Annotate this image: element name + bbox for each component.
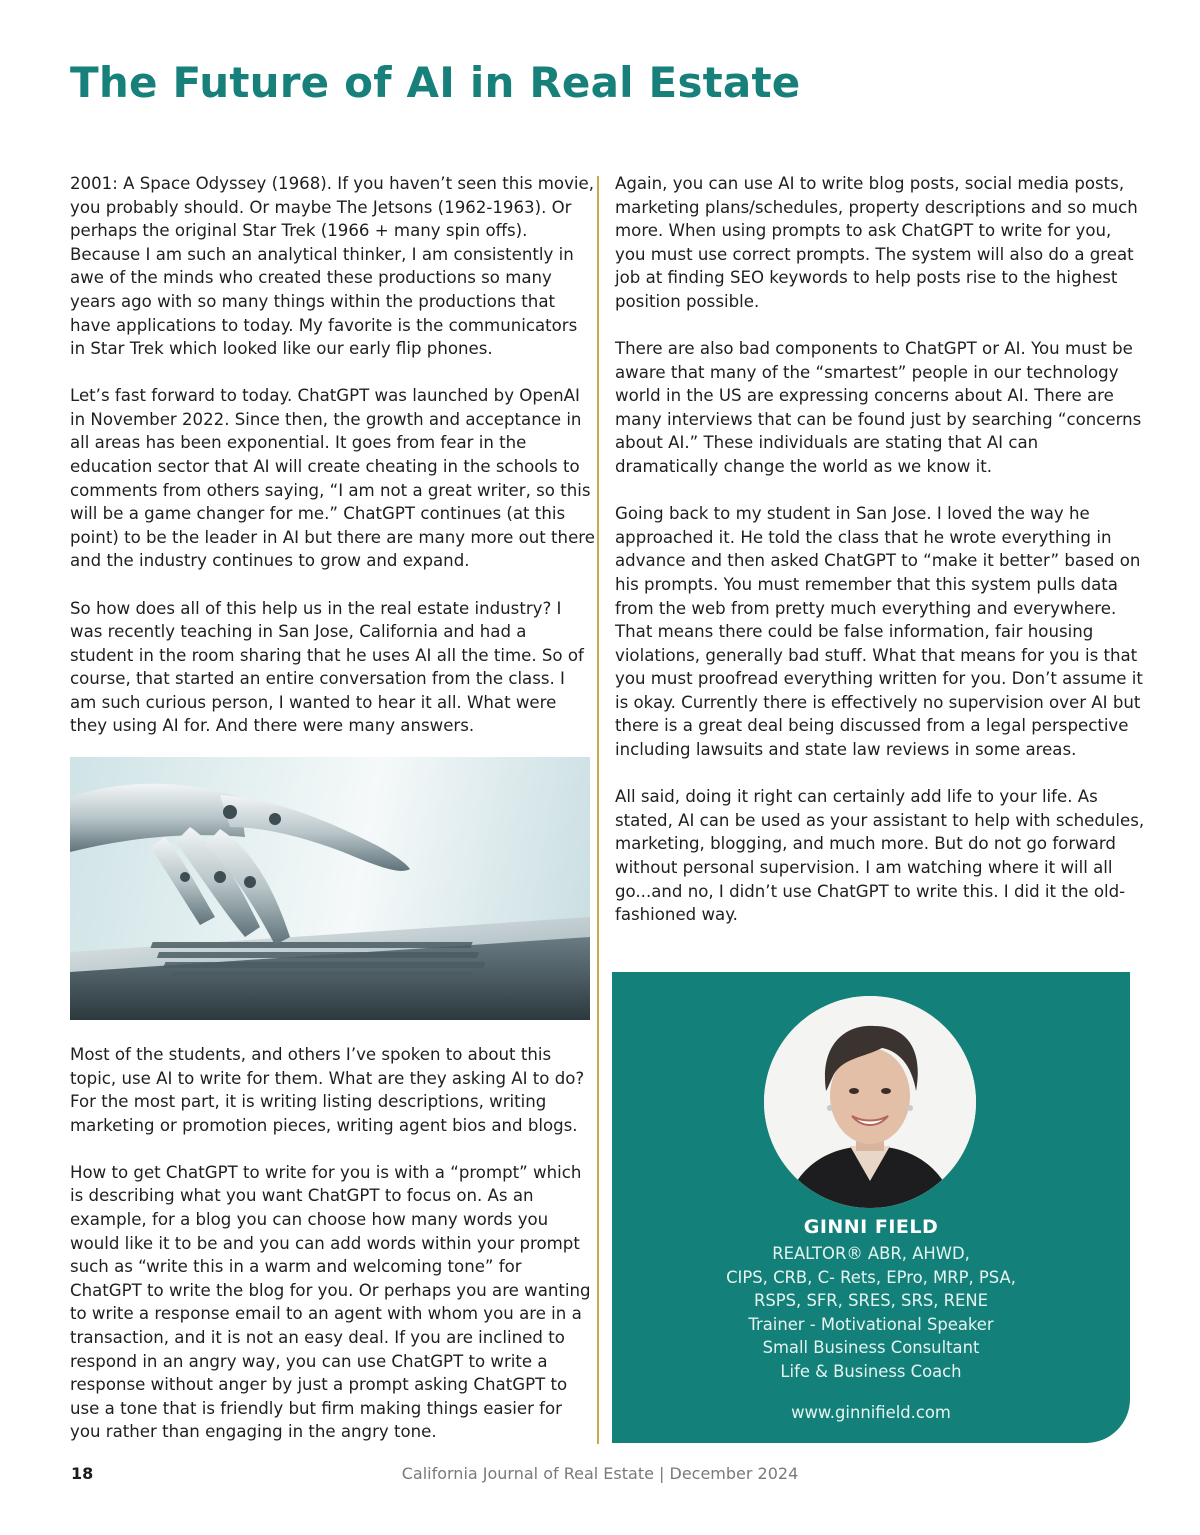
publication-footer: California Journal of Real Estate | December 2024 xyxy=(401,1464,799,1483)
right-column xyxy=(615,172,1145,950)
paragraph: All said, doing it right can certainly add life to your life. As stated, AI can be used as your assistant to help with schedules, marketing, blogging, and much more. But do not go forward without personal supervision. I am watching where it will all go...and no, I didn’t use ChatGPT to write this. I did it the old-fashioned way. xyxy=(615,787,1145,925)
author-website[interactable]: www.ginnifield.com xyxy=(791,1403,951,1422)
left-column-bottom xyxy=(70,1043,595,1468)
credential-line: Trainer - Motivational Speaker xyxy=(748,1314,994,1334)
credential-line: RSPS, SFR, SRES, SRS, RENE xyxy=(753,1291,989,1310)
paragraph: 2001: A Space Odyssey (1968). If you haven’t seen this movie, you probably should. Or maybe The Jetsons (1962-1963). Or perhaps the original Star Trek (1966 + many spin offs). Because I am such an analytical thinker, I am consistently in awe of the minds who created these productions so many years ago with so many things within the productions that have applications to today. My favorite is the communicators in Star Trek which looked like our early flip phones. xyxy=(70,174,594,359)
author-bio-box xyxy=(612,972,1130,1443)
paragraph: Most of the students, and others I’ve spoken to about this topic, use AI to write for them. What are they asking AI to do? For the most part, it is writing listing descriptions, writing marketing or promotion pieces, writing agent bios and blogs. xyxy=(70,1045,585,1135)
page-number: 18 xyxy=(71,1464,94,1483)
paragraph: Going back to my student in San Jose. I loved the way he approached it. He told the class that he wrote everything in advance and then asked ChatGPT to “make it better” based on his prompts. You must remember that this system pulls data from the web from pretty much everything and everywhere. That means there could be false information, fair housing violations, generally bad stuff. What that means for you is that you must proofread everything written for you. Don’t assume it is okay. Currently there is effectively no supervision over AI but there is a great deal being discussed from a legal perspective including lawsuits and state law reviews in some areas. xyxy=(615,504,1143,760)
paragraph: So how does all of this help us in the real estate industry? I was recently teaching in San Jose, California and had a student in the room sharing that he uses AI all the time. So of course, that started an entire conversation from the class. I am such curious person, I wanted to hear it all. What were they using AI for. And there were many answers. xyxy=(70,598,584,736)
paragraph: How to get ChatGPT to write for you is with a “prompt” which is describing what you want ChatGPT to focus on. As an example, for a blog you can choose how many words you would like it to be and you can add words within your prompt such as “write this in a warm and welcoming tone” for ChatGPT to write the blog for you. Or perhaps you are wanting to write a response email to an agent with whom you are in a transaction, and it is not an easy deal. If you are inclined to respond in an angry way, you can use ChatGPT to write a response without anger by just a prompt asking ChatGPT to use a tone that is friendly but firm making things easier for you rather than engaging in the angry tone. xyxy=(70,1162,591,1442)
author-credentials xyxy=(612,1242,1130,1383)
credential-line: CIPS, CRB, C- Rets, EPro, MRP, PSA, xyxy=(726,1267,1016,1287)
robot-hand-keyboard-image xyxy=(70,757,590,1020)
paragraph: There are also bad components to ChatGPT or AI. You must be aware that many of the “smartest” people in our technology world in the US are expressing concerns about AI. There are many interviews that can be found just by searching “concerns about AI.” These individuals are stating that AI can dramatically change the world as we know it. xyxy=(615,339,1142,477)
left-column-top xyxy=(70,172,595,762)
article-title: The Future of AI in Real Estate xyxy=(70,58,801,107)
column-divider xyxy=(597,176,599,1444)
credential-line: REALTOR® ABR, AHWD, xyxy=(772,1244,970,1263)
credential-line: Small Business Consultant xyxy=(762,1338,980,1357)
credential-line: Life & Business Coach xyxy=(780,1361,962,1381)
author-avatar xyxy=(764,996,976,1208)
paragraph: Let’s fast forward to today. ChatGPT was launched by OpenAI in November 2022. Since then, the growth and acceptance in all areas has been exponential. It goes from fear in the education sector that AI will create cheating in the schools to comments from others saying, “I am not a great writer, so this will be a game changer for me.” ChatGPT continues (at this point) to be the leader in AI but there are many more out there and the industry continues to grow and expand. xyxy=(70,386,595,571)
paragraph: Again, you can use AI to write blog posts, social media posts, marketing plans/schedules, property descriptions and so much more. When using prompts to ask ChatGPT to write for you, you must use correct prompts. The system will also do a great job at finding SEO keywords to help posts rise to the highest position possible. xyxy=(615,174,1138,311)
author-name: GINNI FIELD xyxy=(803,1216,939,1238)
